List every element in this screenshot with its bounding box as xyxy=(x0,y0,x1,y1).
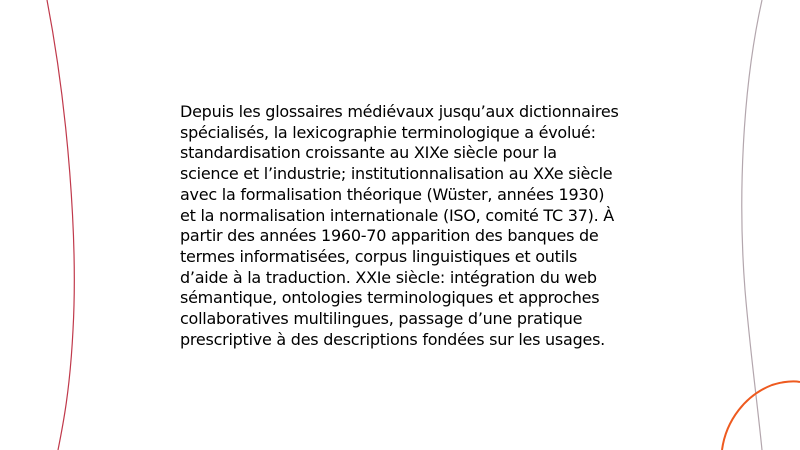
right-decorative-curve xyxy=(742,0,762,450)
slide-body-text: Depuis les glossaires médiévaux jusqu’aux dictionnaires spécialisés, la lexicographie terminologique a évolué: standardisation croissante au XIXe siècle pour la science et l’industrie; institutionnalisation au XXe siècle avec la formalisation théorique (Wüster, années 1930) et la normalisation internationale (ISO, comité TC 37). À partir des années 1960-70 apparition des banques de termes informatisées, corpus linguistiques et outils d’aide à la traduction. XXIe siècle: intégration du web sémantique, ontologies terminologiques et approches collaboratives multilingues, passage d’une pratique prescriptive à des descriptions fondées sur les usages. xyxy=(180,102,619,349)
left-decorative-curve xyxy=(47,0,74,450)
